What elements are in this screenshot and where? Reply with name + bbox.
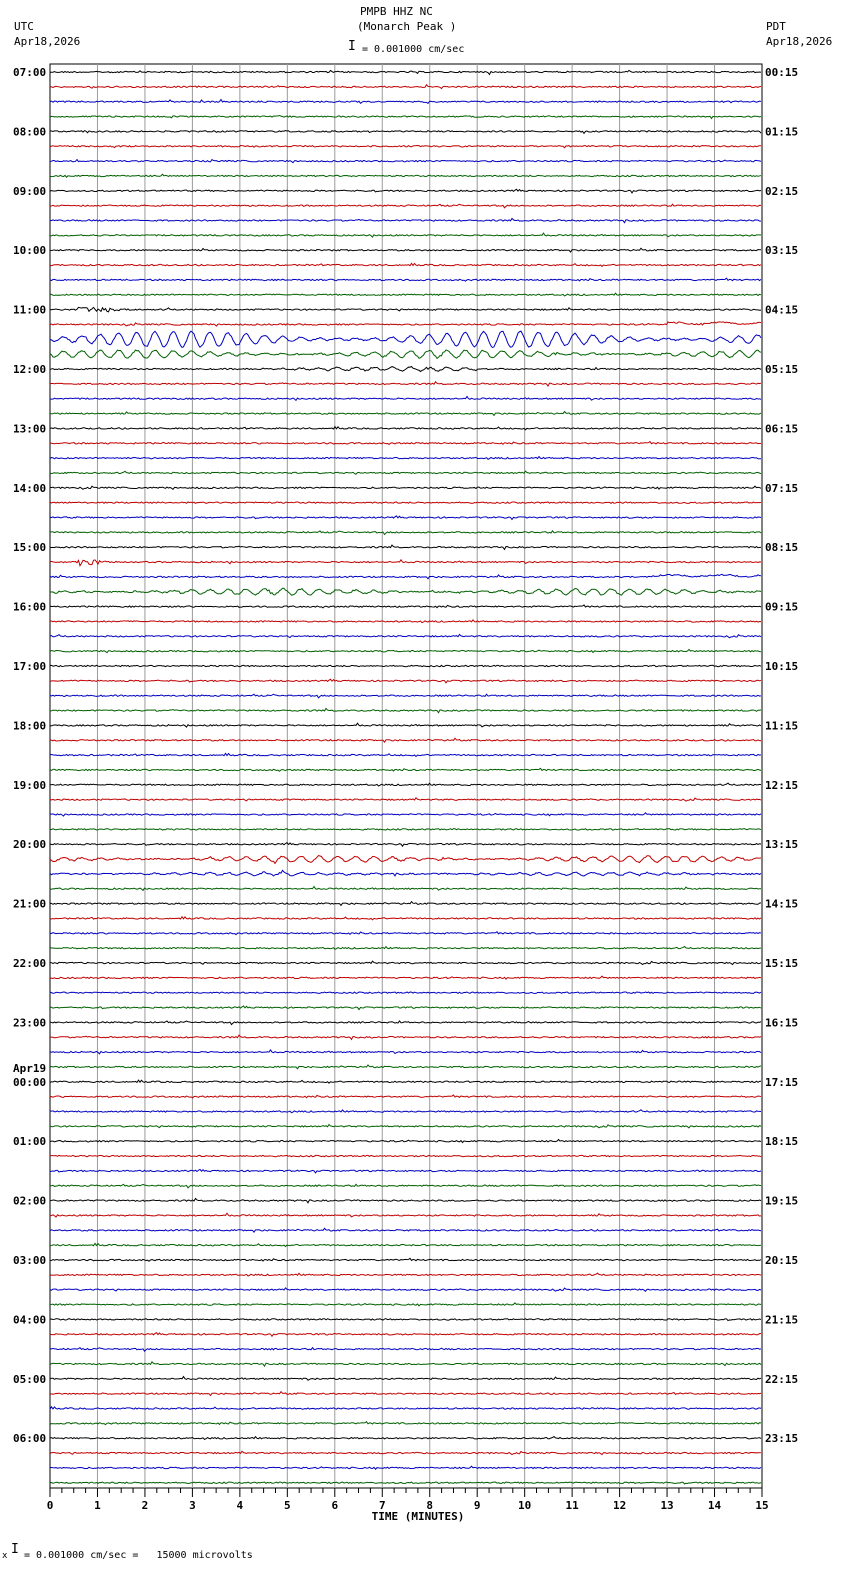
utc-hour-label: 17:00 xyxy=(13,660,47,673)
pdt-hour-label: 10:15 xyxy=(765,660,799,673)
seismic-trace xyxy=(50,160,761,163)
seismic-trace xyxy=(50,1392,761,1396)
seismic-trace xyxy=(50,1213,761,1217)
seismic-trace xyxy=(50,412,761,416)
x-tick-label: 10 xyxy=(518,1499,532,1512)
seismic-trace xyxy=(50,516,761,520)
x-tick-label: 0 xyxy=(46,1499,54,1512)
seismic-trace xyxy=(50,350,761,358)
seismic-trace xyxy=(50,1319,761,1321)
seismic-trace xyxy=(50,1140,761,1143)
seismic-trace xyxy=(50,382,761,386)
seismic-trace xyxy=(50,263,761,266)
seismic-trace xyxy=(50,427,761,430)
seismic-trace xyxy=(50,70,761,74)
utc-hour-label: 22:00 xyxy=(13,957,47,970)
seismic-trace xyxy=(50,531,761,535)
x-tick-label: 6 xyxy=(331,1499,339,1512)
scale-bar-icon: I xyxy=(348,39,356,54)
seismic-trace xyxy=(50,502,761,503)
pdt-hour-label: 03:15 xyxy=(765,244,799,258)
x-tick-label: 2 xyxy=(141,1499,149,1512)
footer-prefix: x xyxy=(2,1551,8,1561)
seismic-trace xyxy=(50,85,761,89)
seismic-trace xyxy=(50,829,761,830)
pdt-date: Apr18,2026 xyxy=(766,35,833,48)
utc-hour-label: 14:00 xyxy=(13,481,47,495)
utc-hour-label: 03:00 xyxy=(13,1254,47,1267)
pdt-hour-label: 14:15 xyxy=(765,897,799,911)
seismic-trace xyxy=(50,723,761,727)
seismic-trace xyxy=(50,1451,761,1454)
seismic-trace xyxy=(50,961,761,964)
pdt-hour-label: 17:15 xyxy=(765,1075,799,1089)
seismic-trace xyxy=(50,1258,761,1261)
pdt-hour-label: 12:15 xyxy=(765,778,799,792)
seismic-trace xyxy=(50,1333,761,1337)
utc-hour-label: 23:00 xyxy=(13,1016,47,1030)
utc-hour-label: 19:00 xyxy=(13,778,47,792)
pdt-hour-label: 05:15 xyxy=(765,363,799,376)
seismic-trace xyxy=(50,1125,761,1128)
seismic-trace xyxy=(50,471,761,474)
pdt-hour-label: 02:15 xyxy=(765,184,799,198)
seismic-trace xyxy=(50,1243,761,1246)
seismic-trace xyxy=(50,1377,761,1381)
seismic-trace xyxy=(50,1110,761,1113)
utc-hour-label: 16:00 xyxy=(13,600,47,614)
pdt-hour-label: 23:15 xyxy=(765,1432,799,1446)
x-tick-label: 3 xyxy=(189,1499,196,1512)
utc-hour-label: 09:00 xyxy=(13,184,47,198)
seismic-trace xyxy=(50,233,761,237)
utc-hour-label: 01:00 xyxy=(13,1135,47,1149)
seismic-trace xyxy=(50,1228,761,1232)
seismic-trace xyxy=(50,174,761,177)
seismic-trace xyxy=(50,856,761,864)
seismic-trace xyxy=(50,588,761,595)
seismic-trace xyxy=(50,367,761,372)
seismic-trace xyxy=(50,560,761,566)
pdt-hour-label: 15:15 xyxy=(765,957,799,970)
seismic-trace xyxy=(50,293,761,296)
utc-hour-label: 13:00 xyxy=(13,422,47,436)
seismic-trace xyxy=(50,1169,761,1173)
x-tick-label: 1 xyxy=(94,1499,101,1512)
utc-timezone: UTC xyxy=(14,20,34,33)
seismic-trace xyxy=(50,1065,761,1069)
utc-hour-label: 21:00 xyxy=(13,897,47,911)
seismic-trace xyxy=(50,100,761,104)
station-location: (Monarch Peak ) xyxy=(357,20,457,33)
seismic-trace xyxy=(50,1198,761,1202)
seismic-trace xyxy=(50,783,761,786)
seismic-trace xyxy=(50,131,761,134)
pdt-hour-label: 01:15 xyxy=(765,125,799,139)
x-tick-label: 11 xyxy=(565,1499,579,1512)
utc-date: Apr18,2026 xyxy=(14,35,81,48)
x-axis-label: TIME (MINUTES) xyxy=(371,1510,465,1523)
utc-hour-label: 12:00 xyxy=(13,363,47,376)
seismic-trace xyxy=(50,992,761,993)
x-tick-label: 15 xyxy=(755,1499,769,1512)
seismic-trace xyxy=(50,649,761,652)
seismic-trace xyxy=(50,146,761,148)
pdt-hour-label: 07:15 xyxy=(765,481,799,495)
seismic-trace xyxy=(50,1095,761,1098)
seismic-trace xyxy=(50,887,761,891)
seismic-trace xyxy=(50,331,761,347)
utc-hour-label: 06:00 xyxy=(13,1432,47,1446)
pdt-hour-label: 19:15 xyxy=(765,1194,799,1208)
seismic-trace xyxy=(50,218,761,222)
pdt-hour-label: 22:15 xyxy=(765,1372,799,1386)
seismic-trace xyxy=(50,322,761,326)
seismic-trace xyxy=(50,545,761,549)
seismic-trace xyxy=(50,634,761,637)
pdt-hour-label: 18:15 xyxy=(765,1135,799,1149)
utc-hour-label: 18:00 xyxy=(13,719,47,733)
seismic-trace xyxy=(50,605,761,608)
seismic-trace xyxy=(50,917,761,920)
footer-scale-icon: I xyxy=(11,1542,19,1557)
utc-hour-label: 11:00 xyxy=(13,303,47,317)
seismic-trace xyxy=(50,574,761,578)
station-title: PMPB HHZ NC xyxy=(360,5,433,18)
seismic-trace xyxy=(50,1407,761,1410)
x-tick-label: 12 xyxy=(612,1499,627,1512)
pdt-hour-label: 16:15 xyxy=(765,1016,799,1030)
seismic-trace xyxy=(50,1482,761,1484)
seismic-trace xyxy=(50,708,761,712)
seismic-trace xyxy=(50,813,761,816)
seismic-trace xyxy=(50,679,761,683)
seismic-trace xyxy=(50,843,761,847)
seismic-trace xyxy=(50,1006,761,1010)
x-tick-label: 13 xyxy=(660,1499,674,1512)
pdt-hour-label: 09:15 xyxy=(765,600,799,614)
seismic-trace xyxy=(50,976,761,979)
seismic-trace xyxy=(50,620,761,623)
pdt-hour-label: 21:15 xyxy=(765,1313,799,1327)
seismic-trace xyxy=(50,1050,761,1054)
seismic-trace xyxy=(50,1080,761,1083)
x-tick-label: 4 xyxy=(236,1499,244,1512)
seismic-trace xyxy=(50,946,761,949)
utc-hour-label: 02:00 xyxy=(13,1194,47,1208)
x-tick-label: 9 xyxy=(473,1499,481,1512)
seismic-trace xyxy=(50,1303,761,1306)
utc-hour-label: 10:00 xyxy=(13,244,47,258)
seismic-trace xyxy=(50,932,761,935)
seismic-trace xyxy=(50,278,761,281)
seismic-trace xyxy=(50,738,761,742)
x-tick-label: 14 xyxy=(707,1499,722,1512)
seismic-trace xyxy=(50,1422,761,1425)
seismic-trace xyxy=(50,248,761,252)
utc-hour-label: 15:00 xyxy=(13,541,47,555)
utc-hour-label: 20:00 xyxy=(13,838,47,852)
utc-hour-label: 07:00 xyxy=(13,66,47,79)
seismic-trace xyxy=(50,486,761,489)
seismic-trace xyxy=(50,457,761,460)
utc-hour-label: 04:00 xyxy=(13,1313,47,1327)
seismic-trace xyxy=(50,1348,761,1352)
utc-hour-label: 05:00 xyxy=(13,1372,47,1386)
seismic-trace xyxy=(50,798,761,801)
utc-hour-label: 08:00 xyxy=(13,125,47,139)
seismic-trace xyxy=(50,189,761,193)
pdt-hour-label: 20:15 xyxy=(765,1254,799,1267)
seismic-trace xyxy=(50,1184,761,1188)
seismic-trace xyxy=(50,1273,761,1276)
seismic-trace xyxy=(50,870,761,876)
seismic-trace xyxy=(50,307,761,311)
date-change-label: Apr19 xyxy=(13,1061,47,1075)
pdt-timezone: PDT xyxy=(766,20,786,33)
seismic-trace xyxy=(50,1362,761,1366)
seismic-trace xyxy=(50,1035,761,1039)
pdt-hour-label: 08:15 xyxy=(765,541,799,555)
seismic-trace xyxy=(50,204,761,208)
seismic-trace xyxy=(50,665,761,666)
seismic-trace xyxy=(50,1155,761,1156)
seismic-trace xyxy=(50,1437,761,1440)
seismic-trace xyxy=(50,768,761,771)
seismic-trace xyxy=(50,1466,761,1469)
seismic-trace xyxy=(50,1021,761,1025)
seismic-trace xyxy=(50,396,761,400)
seismic-trace xyxy=(50,902,761,906)
footer-scale-note: = 0.001000 cm/sec = 15000 microvolts xyxy=(24,1550,253,1561)
seismic-trace xyxy=(50,1288,761,1291)
pdt-hour-label: 04:15 xyxy=(765,303,799,317)
utc-hour-label: 00:00 xyxy=(13,1075,47,1089)
scale-label: = 0.001000 cm/sec xyxy=(362,44,465,55)
seismic-trace xyxy=(50,753,761,756)
x-tick-label: 5 xyxy=(284,1499,291,1512)
x-tick-label: 8 xyxy=(426,1499,434,1512)
seismic-trace xyxy=(50,442,761,445)
pdt-hour-label: 13:15 xyxy=(765,838,799,852)
pdt-hour-label: 00:15 xyxy=(765,66,799,79)
pdt-hour-label: 11:15 xyxy=(765,719,799,733)
seismic-trace xyxy=(50,116,761,119)
pdt-hour-label: 06:15 xyxy=(765,422,799,436)
x-tick-label: 7 xyxy=(378,1499,386,1512)
seismic-trace xyxy=(50,694,761,698)
